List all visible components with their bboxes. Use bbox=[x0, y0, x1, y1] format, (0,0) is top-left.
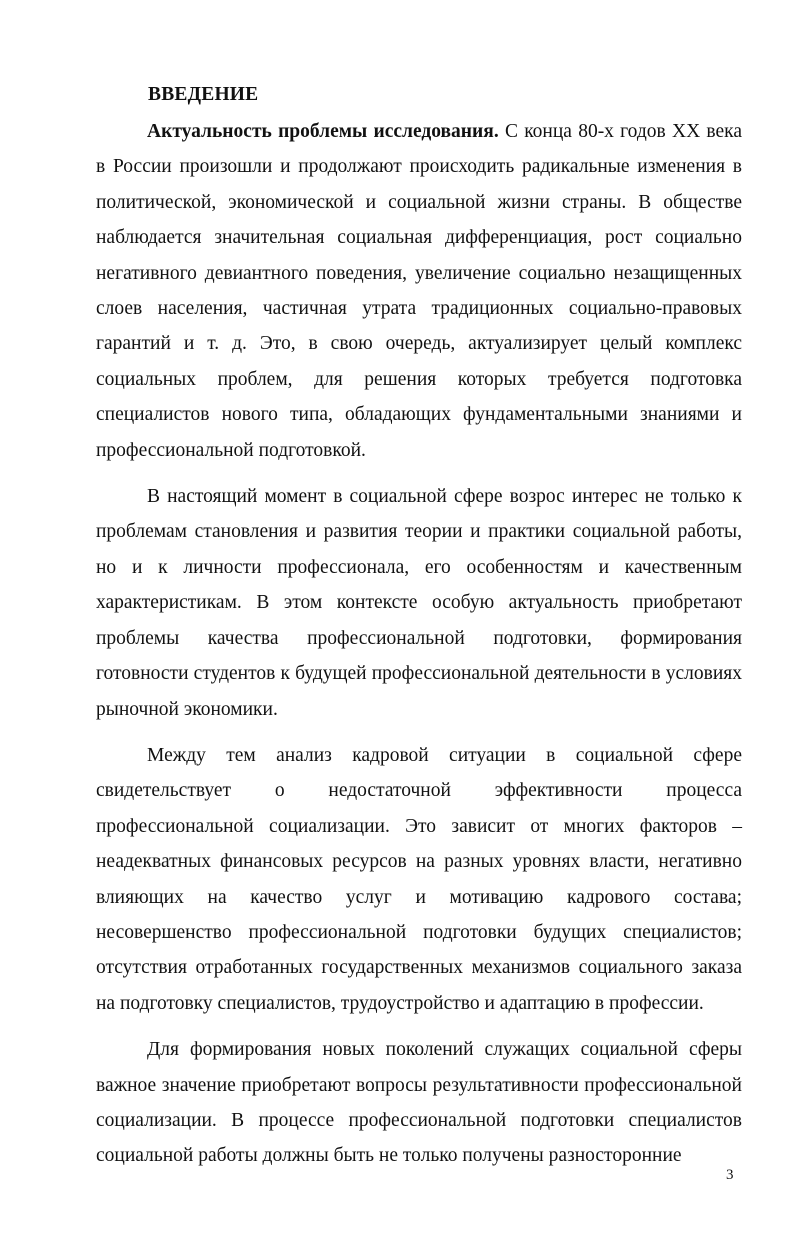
paragraph-2 bbox=[96, 479, 742, 727]
paragraph-text: С конца 80-х годов XX века в России произошли и продолжают происходить радикальные изменения в политической, экономической и социальной жизни страны. В обществе наблюдается значительная социальная дифференциация, рост социально негативного девиантного поведения, увеличение социально незащищенных слоев населения, частичная утрата традиционных социально-правовых гарантий и т. д. Это, в свою очередь, актуализирует целый комплекс социальных проблем, для решения которых требуется подготовка специалистов нового типа, обладающих фундаментальными знаниями и профессиональной подготовкой. bbox=[96, 121, 742, 461]
paragraph-3 bbox=[96, 738, 742, 1021]
paragraph-text: Между тем анализ кадровой ситуации в социальной сфере свидетельствует о недостаточной эффективности процесса профессиональной социализации. Это зависит от многих факторов – неадекватных финансовых ресурсов на разных уровнях власти, негативно влияющих на качество услуг и мотивацию кадрового состава; несовершенство профессиональной подготовки будущих специалистов; отсутствия отработанных государственных механизмов социального заказа на подготовку специалистов, трудоустройство и адаптацию в профессии. bbox=[96, 744, 742, 1014]
paragraph-text: В настоящий момент в социальной сфере возрос интерес не только к проблемам становления и развития теории и практики социальной работы, но и к личности профессионала, его особенностям и качественным характеристикам. В этом контексте особую актуальность приобретают проблемы качества профессиональной подготовки, формирования готовности студентов к будущей профессиональной деятельности в условиях рыночной экономики. bbox=[96, 486, 742, 720]
page-number: 3 bbox=[726, 1167, 734, 1183]
document-body bbox=[96, 80, 742, 1185]
section-heading: ВВЕДЕНИЕ bbox=[148, 84, 259, 105]
paragraph-lead: Актуальность проблемы исследования. bbox=[147, 121, 499, 142]
paragraph-1 bbox=[96, 114, 742, 468]
paragraph-text: Для формирования новых поколений служащих социальной сферы важное значение приобретают вопросы результативности профессиональной социализации. В процессе профессиональной подготовки специалистов социальной работы должны быть не только получены разносторонние bbox=[96, 1039, 742, 1167]
paragraph-4 bbox=[96, 1032, 742, 1174]
